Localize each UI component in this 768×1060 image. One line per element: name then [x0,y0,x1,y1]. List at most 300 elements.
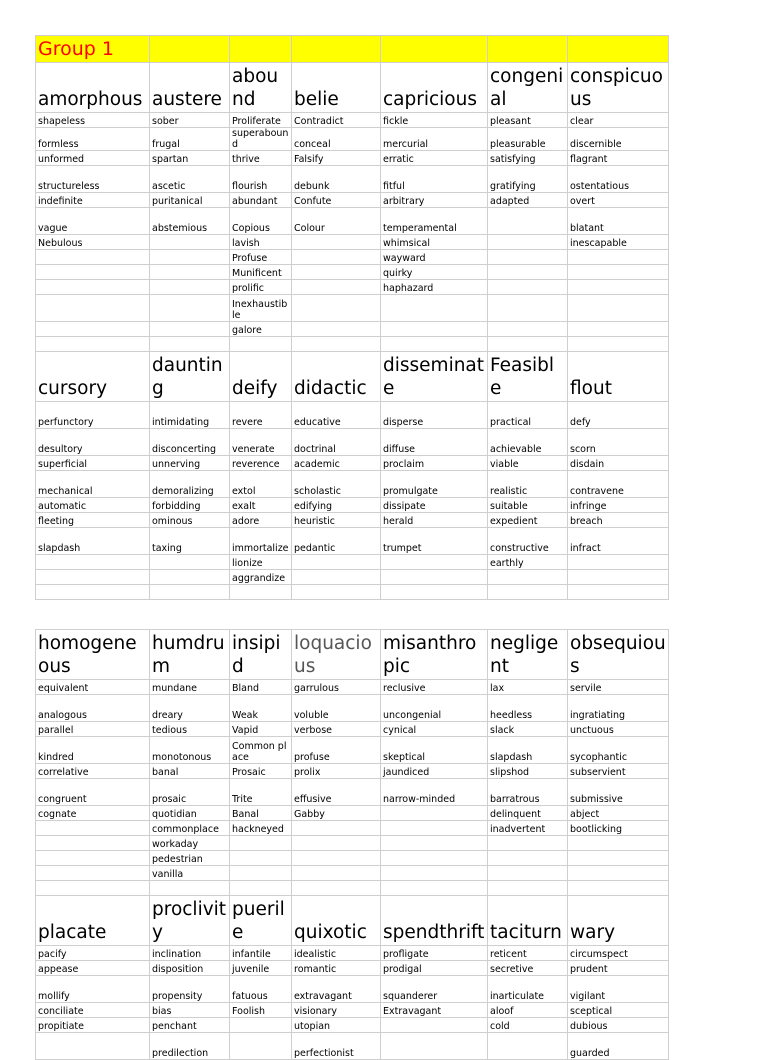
table-row [36,946,669,961]
synonym-cell: sober [150,113,230,128]
synonym-cell [292,836,381,851]
synonym-cell: infantile [230,946,292,961]
group-cell [150,36,230,63]
header-word: homogeneous [36,630,150,680]
synonym-cell: appease [36,961,150,976]
table-row [36,513,669,528]
synonym-cell: formless [36,128,150,151]
synonym-cell: edifying [292,498,381,513]
synonym-cell: forbidding [150,498,230,513]
synonym-cell [488,337,568,352]
synonym-cell [381,337,488,352]
synonym-cell: diffuse [381,429,488,456]
synonym-cell: analogous [36,695,150,722]
synonym-cell: commonplace [150,821,230,836]
synonym-cell: discernible [568,128,669,151]
synonym-cell: narrow-minded [381,779,488,806]
synonym-cell [230,1033,292,1060]
synonym-cell: garrulous [292,680,381,695]
synonym-cell: effusive [292,779,381,806]
synonym-cell [568,265,669,280]
header-word: spendthrift [381,896,488,946]
synonym-cell [488,280,568,295]
synonym-cell: cynical [381,722,488,737]
synonym-cell: profuse [292,737,381,764]
header-word: conspicuous [568,63,669,113]
table-row [36,113,669,128]
synonym-cell: adore [230,513,292,528]
synonym-cell: lionize [230,555,292,570]
synonym-cell: immortalize [230,528,292,555]
synonym-cell: whimsical [381,235,488,250]
synonym-cell: mollify [36,976,150,1003]
synonym-cell [488,851,568,866]
synonym-cell: reclusive [381,680,488,695]
synonym-cell: monotonous [150,737,230,764]
synonym-cell [488,585,568,600]
synonym-cell: abundant [230,193,292,208]
header-row [36,352,669,402]
synonym-cell: lax [488,680,568,695]
synonym-cell [488,295,568,322]
synonym-cell: disperse [381,402,488,429]
synonym-cell: mechanical [36,471,150,498]
table-row [36,836,669,851]
synonym-cell: submissive [568,779,669,806]
table-row [36,976,669,1003]
synonym-cell: ostentatious [568,166,669,193]
synonym-cell: uncongenial [381,695,488,722]
synonym-cell: bootlicking [568,821,669,836]
synonym-cell: expedient [488,513,568,528]
synonym-cell: congruent [36,779,150,806]
header-word: puerile [230,896,292,946]
synonym-cell [381,821,488,836]
synonym-cell: pleasant [488,113,568,128]
synonym-cell: Copious [230,208,292,235]
synonym-cell [381,851,488,866]
table-row [36,779,669,806]
synonym-cell: pacify [36,946,150,961]
group-cell [292,36,381,63]
synonym-cell: abstemious [150,208,230,235]
synonym-cell: inescapable [568,235,669,250]
synonym-cell: blatant [568,208,669,235]
synonym-cell [568,585,669,600]
synonym-cell: Foolish [230,1003,292,1018]
synonym-cell [36,555,150,570]
synonym-cell [381,585,488,600]
synonym-cell: ingratiating [568,695,669,722]
synonym-cell [292,851,381,866]
table-row [36,265,669,280]
synonym-cell: fitful [381,166,488,193]
synonym-cell: desultory [36,429,150,456]
synonym-cell [568,866,669,881]
synonym-cell: delinquent [488,806,568,821]
synonym-cell: guarded [568,1033,669,1060]
synonym-cell: romantic [292,961,381,976]
group-label: Group 1 [36,36,150,63]
synonym-cell [381,866,488,881]
table-row [36,961,669,976]
table-row [36,166,669,193]
synonym-cell: skeptical [381,737,488,764]
synonym-cell: unnerving [150,456,230,471]
header-word: deify [230,352,292,402]
synonym-cell: Falsify [292,151,381,166]
synonym-cell [292,322,381,337]
synonym-cell: bias [150,1003,230,1018]
synonym-cell: Vapid [230,722,292,737]
group-cell [230,36,292,63]
synonym-cell: dubious [568,1018,669,1033]
synonym-cell: academic [292,456,381,471]
synonym-cell: reverence [230,456,292,471]
synonym-cell: parallel [36,722,150,737]
synonym-cell [381,1033,488,1060]
header-word: austere [150,63,230,113]
synonym-cell: adapted [488,193,568,208]
synonym-cell: educative [292,402,381,429]
synonym-cell: Contradict [292,113,381,128]
synonym-cell [36,280,150,295]
synonym-cell: superabound [230,128,292,151]
synonym-cell: prosaic [150,779,230,806]
synonym-cell [381,881,488,896]
synonym-cell: clear [568,113,669,128]
synonym-cell [568,836,669,851]
synonym-cell: squanderer [381,976,488,1003]
synonym-cell [381,570,488,585]
synonym-cell: cold [488,1018,568,1033]
synonym-cell: achievable [488,429,568,456]
synonym-cell [36,821,150,836]
header-word: flout [568,352,669,402]
table-row [36,1003,669,1018]
synonym-cell [36,881,150,896]
table-row [36,1018,669,1033]
synonym-cell [292,555,381,570]
synonym-cell: arbitrary [381,193,488,208]
synonym-cell [292,570,381,585]
synonym-cell: kindred [36,737,150,764]
synonym-cell: Nebulous [36,235,150,250]
synonym-cell: abject [568,806,669,821]
header-word: insipid [230,630,292,680]
synonym-cell [568,555,669,570]
header-word: humdrum [150,630,230,680]
synonym-cell: heuristic [292,513,381,528]
header-word: taciturn [488,896,568,946]
synonym-cell [568,570,669,585]
synonym-cell: disdain [568,456,669,471]
synonym-cell: tedious [150,722,230,737]
synonym-cell: prolific [230,280,292,295]
synonym-cell: dreary [150,695,230,722]
synonym-cell [488,866,568,881]
synonym-cell: unctuous [568,722,669,737]
group-row [36,36,669,63]
synonym-cell [150,280,230,295]
synonym-cell [568,337,669,352]
table-row [36,570,669,585]
synonym-cell: equivalent [36,680,150,695]
synonym-cell: penchant [150,1018,230,1033]
synonym-cell: ominous [150,513,230,528]
synonym-cell: suitable [488,498,568,513]
synonym-cell [230,866,292,881]
synonym-cell [150,250,230,265]
synonym-cell [292,265,381,280]
synonym-cell: debunk [292,166,381,193]
synonym-cell: vigilant [568,976,669,1003]
synonym-cell: slapdash [488,737,568,764]
header-word: abound [230,63,292,113]
synonym-cell: Common place [230,737,292,764]
table-row [36,151,669,166]
synonym-cell: Bland [230,680,292,695]
header-word: daunting [150,352,230,402]
synonym-cell: workaday [150,836,230,851]
header-word: placate [36,896,150,946]
synonym-cell: satisfying [488,151,568,166]
synonym-cell: verbose [292,722,381,737]
synonym-cell [292,295,381,322]
synonym-cell: haphazard [381,280,488,295]
header-row [36,63,669,113]
synonym-cell [381,836,488,851]
synonym-cell: trumpet [381,528,488,555]
header-word: disseminate [381,352,488,402]
synonym-cell: sycophantic [568,737,669,764]
synonym-cell: erratic [381,151,488,166]
synonym-cell [150,585,230,600]
table-row [36,1033,669,1060]
synonym-cell: banal [150,764,230,779]
synonym-cell: vanilla [150,866,230,881]
synonym-cell [292,280,381,295]
synonym-cell: disposition [150,961,230,976]
table-row [36,851,669,866]
synonym-cell [230,337,292,352]
header-word: belie [292,63,381,113]
synonym-cell [36,265,150,280]
synonym-cell [36,1033,150,1060]
table-row [36,585,669,600]
synonym-cell: profligate [381,946,488,961]
synonym-cell: indefinite [36,193,150,208]
header-word: proclivity [150,896,230,946]
synonym-cell: quirky [381,265,488,280]
synonym-cell [150,337,230,352]
synonym-cell: sceptical [568,1003,669,1018]
table-row [36,498,669,513]
synonym-cell: infract [568,528,669,555]
synonym-cell [292,821,381,836]
synonym-cell: Weak [230,695,292,722]
vocab-table-group-2 [35,629,669,1060]
synonym-cell [488,265,568,280]
synonym-cell: barratrous [488,779,568,806]
table-row [36,821,669,836]
table-row [36,402,669,429]
synonym-cell: perfunctory [36,402,150,429]
synonym-cell [488,570,568,585]
synonym-cell: fickle [381,113,488,128]
synonym-cell: herald [381,513,488,528]
header-word: amorphous [36,63,150,113]
synonym-cell: slack [488,722,568,737]
synonym-cell: inarticulate [488,976,568,1003]
synonym-cell: perfectionist [292,1033,381,1060]
table-row [36,235,669,250]
synonym-cell [568,851,669,866]
synonym-cell: thrive [230,151,292,166]
synonym-cell: hackneyed [230,821,292,836]
synonym-cell: Banal [230,806,292,821]
synonym-cell [36,337,150,352]
table-row [36,295,669,322]
header-word: didactic [292,352,381,402]
table-row [36,208,669,235]
table-row [36,280,669,295]
synonym-cell: correlative [36,764,150,779]
table-row [36,471,669,498]
synonym-cell: fatuous [230,976,292,1003]
synonym-cell [36,866,150,881]
table-row [36,429,669,456]
synonym-cell: fleeting [36,513,150,528]
synonym-cell: defy [568,402,669,429]
table-row [36,806,669,821]
table-row [36,128,669,151]
synonym-cell: mundane [150,680,230,695]
synonym-cell [488,1033,568,1060]
header-word: negligent [488,630,568,680]
synonym-cell: lavish [230,235,292,250]
synonym-cell [381,322,488,337]
synonym-cell: reticent [488,946,568,961]
synonym-cell: unformed [36,151,150,166]
synonym-cell: propensity [150,976,230,1003]
synonym-cell: intimidating [150,402,230,429]
synonym-cell: taxing [150,528,230,555]
header-word: cursory [36,352,150,402]
synonym-cell [36,585,150,600]
synonym-cell: constructive [488,528,568,555]
synonym-cell [488,881,568,896]
synonym-cell: idealistic [292,946,381,961]
synonym-cell: spartan [150,151,230,166]
synonym-cell: practical [488,402,568,429]
synonym-cell [568,881,669,896]
synonym-cell: flagrant [568,151,669,166]
header-word: congenial [488,63,568,113]
synonym-cell: aloof [488,1003,568,1018]
synonym-cell [381,1018,488,1033]
synonym-cell: Gabby [292,806,381,821]
table-row [36,322,669,337]
synonym-cell: extravagant [292,976,381,1003]
synonym-cell: aggrandize [230,570,292,585]
synonym-cell: overt [568,193,669,208]
table-row [36,695,669,722]
header-word: loquacious [292,630,381,680]
synonym-cell: servile [568,680,669,695]
synonym-cell: jaundiced [381,764,488,779]
synonym-cell: Munificent [230,265,292,280]
synonym-cell [150,881,230,896]
synonym-cell: predilection [150,1033,230,1060]
synonym-cell [488,235,568,250]
synonym-cell [568,295,669,322]
synonym-cell [488,836,568,851]
synonym-cell: revere [230,402,292,429]
table-row [36,764,669,779]
synonym-cell: ascetic [150,166,230,193]
table-row [36,337,669,352]
synonym-cell: cognate [36,806,150,821]
synonym-cell [36,295,150,322]
synonym-cell: prudent [568,961,669,976]
synonym-cell: circumspect [568,946,669,961]
group-cell [568,36,669,63]
synonym-cell [150,295,230,322]
synonym-cell: subservient [568,764,669,779]
synonym-cell: automatic [36,498,150,513]
table-row [36,456,669,471]
synonym-cell: visionary [292,1003,381,1018]
synonym-cell [150,265,230,280]
synonym-cell: pedantic [292,528,381,555]
synonym-cell: disconcerting [150,429,230,456]
table-row [36,881,669,896]
synonym-cell [292,866,381,881]
synonym-cell: temperamental [381,208,488,235]
header-word: capricious [381,63,488,113]
synonym-cell: Colour [292,208,381,235]
synonym-cell [381,555,488,570]
table-row [36,866,669,881]
synonym-cell [381,806,488,821]
synonym-cell: earthly [488,555,568,570]
synonym-cell [230,1018,292,1033]
header-word: quixotic [292,896,381,946]
synonym-cell: infringe [568,498,669,513]
synonym-cell: inclination [150,946,230,961]
synonym-cell: promulgate [381,471,488,498]
synonym-cell: Extravagant [381,1003,488,1018]
synonym-cell: inadvertent [488,821,568,836]
vocab-table-group-1 [35,35,669,600]
header-word: wary [568,896,669,946]
synonym-cell: vague [36,208,150,235]
synonym-cell: pedestrian [150,851,230,866]
synonym-cell: doctrinal [292,429,381,456]
header-row [36,896,669,946]
group-cell [381,36,488,63]
synonym-cell [488,250,568,265]
synonym-cell: frugal [150,128,230,151]
synonym-cell: demoralizing [150,471,230,498]
synonym-cell: pleasurable [488,128,568,151]
synonym-cell [381,295,488,322]
synonym-cell: Prosaic [230,764,292,779]
synonym-cell: flourish [230,166,292,193]
synonym-cell [230,836,292,851]
synonym-cell: prodigal [381,961,488,976]
